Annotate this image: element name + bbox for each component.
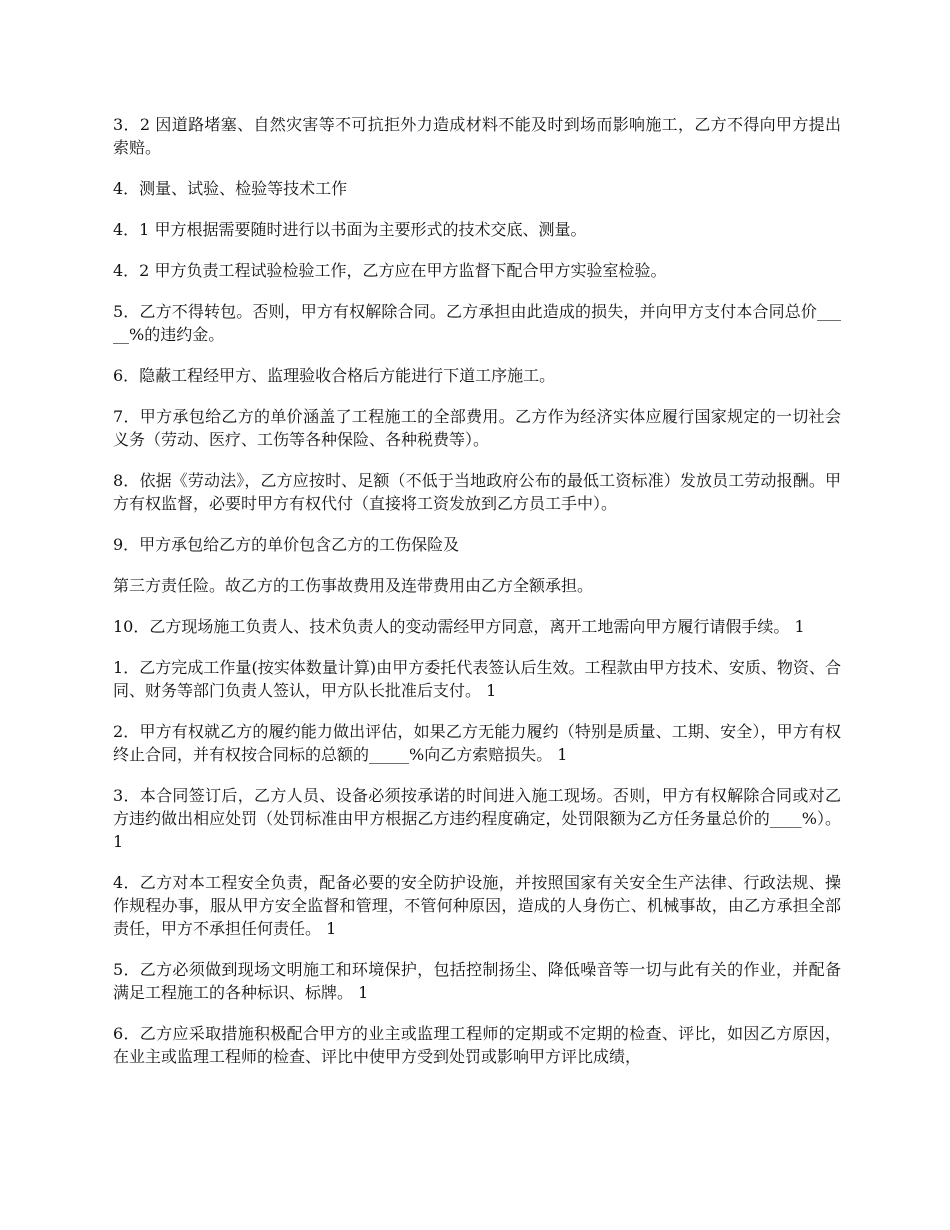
paragraph-4-1: 4．1 甲方根据需要随时进行以书面为主要形式的技术交底、测量。	[113, 220, 587, 239]
paragraph-4-2: 4．2 甲方负责工程试验检验工作，乙方应在甲方监督下配合甲方实验室检验。	[113, 261, 667, 280]
paragraph-4-heading: 4．测量、试验、检验等技术工作	[113, 179, 348, 198]
paragraph-7: 7．甲方承包给乙方的单价涵盖了工程施工的全部费用。乙方作为经济实体应履行国家规定的一切社会义务（劳动、医疗、工伤等各种保险、各种税费等）。	[113, 407, 841, 449]
paragraph-9: 9．甲方承包给乙方的单价包含乙方的工伤保险及	[113, 535, 460, 554]
paragraph-14: 4．乙方对本工程安全负责，配备必要的安全防护设施，并按照国家有关安全生产法律、行政法规、操作规程办事，服从甲方安全监督和管理，不管何种原因，造成的人身伤亡、机械事故，由乙方承担全部责任，甲方不承担任何责任。 1	[113, 873, 841, 938]
paragraph-11: 1．乙方完成工作量(按实体数量计算)由甲方委托代表签认后生效。工程款由甲方技术、安质、物资、合同、财务等部门负责人签认，甲方队长批准后支付。 1	[113, 658, 841, 700]
paragraph-3-2: 3．2 因道路堵塞、自然灾害等不可抗拒外力造成材料不能及时到场而影响施工，乙方不得向甲方提出索赔。	[113, 115, 841, 157]
paragraph-6: 6．隐蔽工程经甲方、监理验收合格后方能进行下道工序施工。	[113, 366, 556, 385]
document-body	[113, 113, 841, 1086]
paragraph-10: 10．乙方现场施工负责人、技术负责人的变动需经甲方同意，离开工地需向甲方履行请假手续。 1	[113, 617, 805, 636]
paragraph-16: 6．乙方应采取措施积极配合甲方的业主或监理工程师的定期或不定期的检查、评比，如因乙方原因，在业主或监理工程师的检查、评比中使甲方受到处罚或影响甲方评比成绩，	[113, 1024, 841, 1066]
paragraph-12: 2．甲方有权就乙方的履约能力做出评估，如果乙方无能力履约（特别是质量、工期、安全），甲方有权终止合同，并有权按合同标的总额的_____%向乙方索赔损失。 1	[113, 722, 841, 764]
paragraph-9-continued: 第三方责任险。故乙方的工伤事故费用及连带费用由乙方全额承担。	[113, 576, 594, 595]
paragraph-8: 8．依据《劳动法》，乙方应按时、足额（不低于当地政府公布的最低工资标准）发放员工劳动报酬。甲方有权监督，必要时甲方有权代付（直接将工资发放到乙方员工手中）。	[113, 471, 841, 513]
paragraph-13: 3．本合同签订后，乙方人员、设备必须按承诺的时间进入施工现场。否则，甲方有权解除合同或对乙方违约做出相应处罚（处罚标准由甲方根据乙方违约程度确定，处罚限额为乙方任务量总价的____%）。 1	[113, 786, 841, 851]
paragraph-15: 5．乙方必须做到现场文明施工和环境保护，包括控制扬尘、降低噪音等一切与此有关的作业，并配备满足工程施工的各种标识、标牌。 1	[113, 960, 841, 1002]
paragraph-5: 5．乙方不得转包。否则，甲方有权解除合同。乙方承担由此造成的损失，并向甲方支付本合同总价_____%的违约金。	[113, 302, 841, 344]
